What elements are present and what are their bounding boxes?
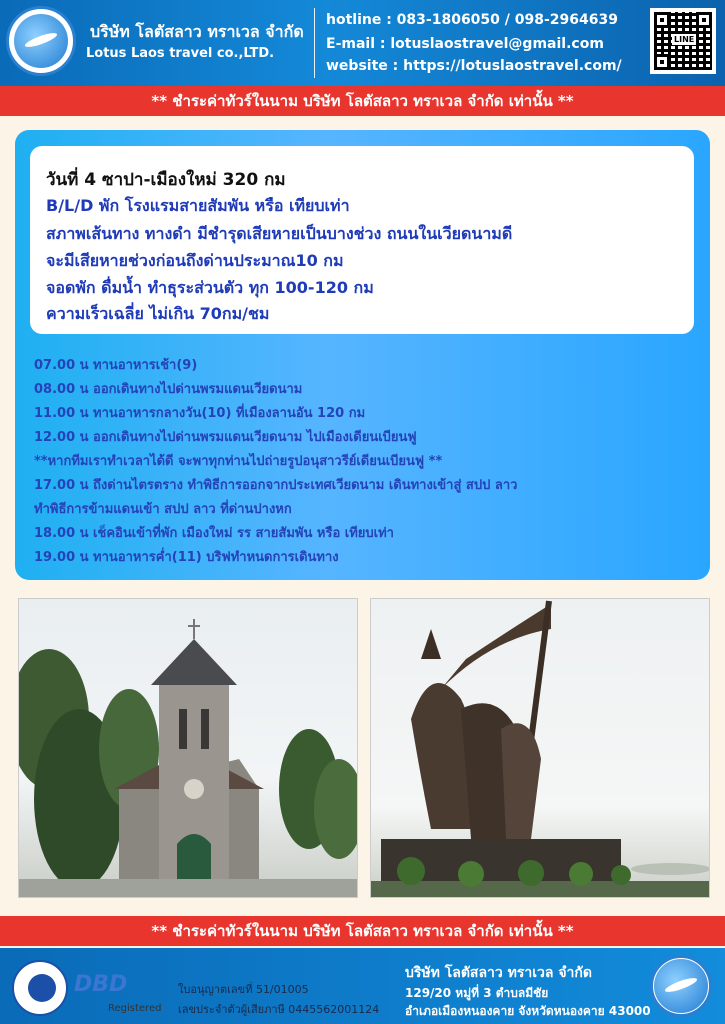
company-name-thai: บริษัท โลตัสลาว ทราเวล จำกัด	[90, 22, 304, 41]
ministry-logo	[12, 960, 68, 1016]
schedule-item: 11.00 น ทานอาหารกลางวัน(10) ที่เมืองลานอัน 120 กม	[34, 406, 366, 421]
detail-line: สภาพเส้นทาง ทางดำ มีชำรุดเสียหายเป็นบางช่วง ถนนในเวียดนามดี	[46, 224, 513, 243]
header-divider	[314, 8, 315, 78]
lotus-logo	[6, 6, 76, 76]
website-link[interactable]: website : https://lotuslaostravel.com/	[326, 58, 622, 74]
detail-line: จอดพัก ดื่มน้ำ ทำธุระส่วนตัว ทุก 100-120 กม	[46, 278, 374, 297]
qr-label: LINE	[674, 35, 695, 44]
license-number: ใบอนุญาตเลขที่ 51/01005	[178, 983, 309, 996]
dbd-registered: Registered	[108, 1003, 162, 1014]
qr-code[interactable]	[650, 8, 716, 74]
church-photo	[18, 598, 358, 898]
footer-address-line2: อำเภอเมืองหนองคาย จังหวัดหนองคาย 43000	[405, 1004, 651, 1018]
footer-company: บริษัท โลตัสลาว ทราเวล จำกัด	[405, 965, 592, 981]
schedule-item: 18.00 น เช็คอินเข้าที่พัก เมืองใหม่ รร สายสัมพัน หรือ เทียบเท่า	[34, 526, 394, 541]
day-title: วันที่ 4 ซาปา-เมืองใหม่ 320 กม	[46, 170, 286, 190]
lotus-logo-footer	[650, 955, 712, 1017]
detail-line: จะมีเสียหายช่วงก่อนถึงด่านประมาณ10 กม	[46, 251, 344, 270]
monument-photo	[370, 598, 710, 898]
tax-id: เลขประจำตัวผู้เสียภาษี 0445562001124	[178, 1003, 380, 1016]
schedule-note: ทำพิธีการข้ามแดนเข้า สปป ลาว ที่ด่านปางหก	[34, 502, 292, 517]
company-name-english: Lotus Laos travel co.,LTD.	[86, 46, 275, 61]
schedule-note: **หากทีมเราทำเวลาได้ดี จะพาทุกท่านไปถ่ายรูปอนุสาวรีย์เดียนเบียนฟู **	[34, 454, 443, 469]
email: E-mail : lotuslaostravel@gmail.com	[326, 36, 604, 52]
schedule-item: 12.00 น ออกเดินทางไปด่านพรมแดนเวียดนาม ไปเมืองเดียนเบียนฟู	[34, 430, 417, 445]
schedule-item: 19.00 น ทานอาหารค่ำ(11) บริฟทำหนดการเดินทาง	[34, 550, 339, 565]
schedule-item: 17.00 น ถึงด่านไตรตราง ทำพิธีการออกจากประเทศเวียดนาม เดินทางเข้าสู่ สปป ลาว	[34, 478, 518, 493]
payment-notice-bottom: ** ชำระค่าทัวร์ในนาม บริษัท โลตัสลาว ทราเวล จำกัด เท่านั้น **	[0, 916, 725, 946]
hotline: hotline : 083-1806050 / 098-2964639	[326, 12, 618, 28]
dbd-logo: DBD	[74, 972, 128, 997]
payment-notice-top: ** ชำระค่าทัวร์ในนาม บริษัท โลตัสลาว ทราเวล จำกัด เท่านั้น **	[0, 86, 725, 116]
detail-line: ความเร็วเฉลี่ย ไม่เกิน 70กม/ชม	[46, 304, 270, 323]
schedule-item: 08.00 น ออกเดินทางไปด่านพรมแดนเวียดนาม	[34, 382, 303, 397]
detail-line: B/L/D พัก โรงแรมสายสัมพัน หรือ เทียบเท่า	[46, 196, 350, 215]
footer-address-line1: 129/20 หมู่ที่ 3 ตำบลมีชัย	[405, 986, 549, 1000]
schedule-item: 07.00 น ทานอาหารเช้า(9)	[34, 358, 198, 373]
